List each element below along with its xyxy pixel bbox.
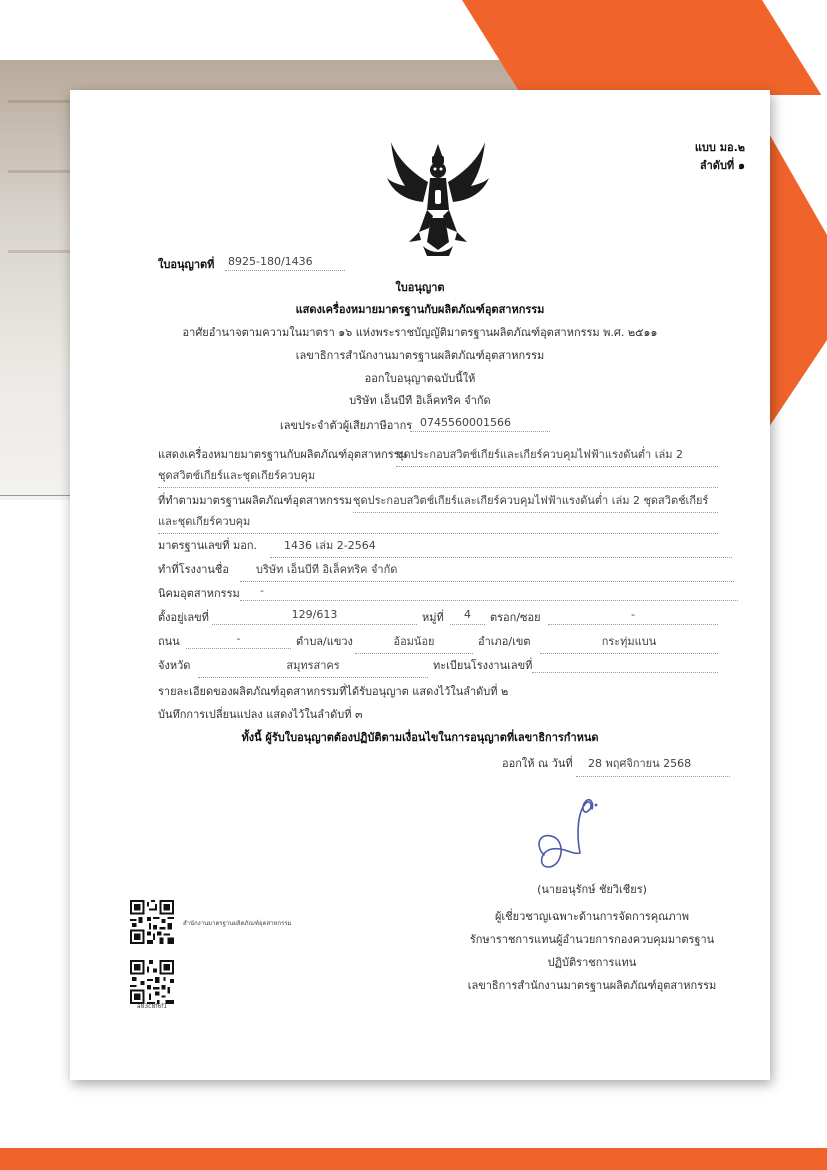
address-no-label: ตั้งอยู่เลขที่ <box>158 611 209 624</box>
tis-label: มาตรฐานเลขที่ มอก. <box>158 539 258 552</box>
changes-note: บันทึกการเปลี่ยนแปลง แสดงไว้ในลำดับที่ ๓ <box>158 708 363 721</box>
address-soi-value: - <box>548 608 718 625</box>
address-subdistrict-label: ตำบล/แขวง <box>296 635 353 648</box>
signatory-name: (นายอนุรักษ์ ชัยวิเชียร) <box>537 883 647 896</box>
signatory-title-2: รักษาราชการแทนผู้อำนวยการกองควบคุมมาตรฐาน <box>469 933 715 946</box>
address-road-label: ถนน <box>158 635 180 648</box>
product-value-line1: ชุดประกอบสวิตช์เกียร์และเกียร์ควบคุมไฟฟ้าแรงดันต่ำ เล่ม 2 <box>396 445 718 467</box>
address-district-label: อำเภอ/เขต <box>478 635 531 648</box>
issue-date-value: 28 พฤศจิกายน 2568 <box>576 754 730 777</box>
factory-label: ทำที่โรงงานชื่อ <box>158 563 230 576</box>
qr-caption: สำนักงานมาตรฐานผลิตภัณฑ์อุตสาหกรรม <box>183 920 292 927</box>
estate-label: นิคมอุตสาหกรรม <box>158 587 240 600</box>
license-number: 8925-180/1436 <box>225 255 345 271</box>
background-divider <box>0 495 72 496</box>
address-province-value: สมุทรสาคร <box>198 656 428 678</box>
standard-value-line1: ชุดประกอบสวิตช์เกียร์และเกียร์ควบคุมไฟฟ้าแรงดันต่ำ เล่ม 2 ชุดสวิตช์เกียร์ <box>353 491 718 513</box>
qr-code-icon[interactable] <box>130 960 174 1004</box>
standard-label: ที่ทำตามมาตรฐานผลิตภัณฑ์อุตสาหกรรม <box>158 494 353 507</box>
detail-note: รายละเอียดของผลิตภัณฑ์อุตสาหกรรมที่ได้รับอนุญาต แสดงไว้ในลำดับที่ ๒ <box>158 685 509 698</box>
form-order: ลำดับที่ ๑ <box>699 159 745 172</box>
address-province-label: จังหวัด <box>158 659 191 672</box>
heading-subtitle: แสดงเครื่องหมายมาตรฐานกับผลิตภัณฑ์อุตสาหกรรม <box>295 303 545 316</box>
factory-value: บริษัท เอ็นบีที อิเล็คทริค จำกัด <box>240 560 734 582</box>
qr-code-text: a83c8f6f1 <box>136 1003 168 1010</box>
condition-note: ทั้งนี้ ผู้รับใบอนุญาตต้องปฏิบัติตามเงื่อนไขในการอนุญาตที่เลขาธิการกำหนด <box>241 731 599 744</box>
orange-footer-bar <box>0 1148 827 1170</box>
orange-decor-band <box>462 0 821 95</box>
address-moo-value: 4 <box>450 608 485 625</box>
heading-issue-to: ออกใบอนุญาตฉบับนี้ให้ <box>364 372 476 385</box>
standard-value-line2: และชุดเกียร์ควบคุม <box>158 512 718 534</box>
factory-reg-label: ทะเบียนโรงงานเลขที่ <box>433 659 533 672</box>
heading-authority: อาศัยอำนาจตามความในมาตรา ๑๖ แห่งพระราชบัญญัติมาตรฐานผลิตภัณฑ์อุตสาหกรรม พ.ศ. ๒๕๑๑ <box>182 326 658 339</box>
heading-secretary: เลขาธิการสำนักงานมาตรฐานผลิตภัณฑ์อุตสาหกรรม <box>295 349 545 362</box>
address-subdistrict-value: อ้อมน้อย <box>355 632 473 654</box>
garuda-emblem-icon <box>383 138 493 260</box>
product-value-line2: ชุดสวิตช์เกียร์และชุดเกียร์ควบคุม <box>158 466 718 488</box>
issue-date-label: ออกให้ ณ วันที่ <box>502 757 573 770</box>
tis-value: 1436 เล่ม 2-2564 <box>270 536 732 558</box>
signatory-title-4: เลขาธิการสำนักงานมาตรฐานผลิตภัณฑ์อุตสาหกรรม <box>467 979 717 992</box>
address-no-value: 129/613 <box>212 608 417 625</box>
signatory-title-1: ผู้เชี่ยวชาญเฉพาะด้านการจัดการคุณภาพ <box>494 910 690 923</box>
license-label: ใบอนุญาตที่ <box>158 258 215 271</box>
qr-code-icon[interactable] <box>130 900 174 944</box>
tax-id-value: 0745560001566 <box>410 416 550 432</box>
form-code: แบบ มอ.๒ <box>694 141 745 154</box>
licensee-company: บริษัท เอ็นบีที อิเล็คทริค จำกัด <box>349 394 491 407</box>
signatory-title-3: ปฏิบัติราชการแทน <box>547 956 637 969</box>
address-soi-label: ตรอก/ซอย <box>490 611 541 624</box>
factory-reg-value <box>532 656 718 673</box>
orange-decor-shape <box>767 130 827 430</box>
tax-id-label: เลขประจำตัวผู้เสียภาษีอากร <box>280 419 413 432</box>
address-road-value: - <box>186 632 291 649</box>
signature-image <box>532 793 612 878</box>
address-moo-label: หมู่ที่ <box>422 611 444 624</box>
address-district-value: กระทุ่มแบน <box>540 632 718 654</box>
product-label: แสดงเครื่องหมายมาตรฐานกับผลิตภัณฑ์อุตสาหกรรม <box>158 448 407 461</box>
certificate-document <box>70 90 770 1080</box>
estate-value: - <box>240 584 738 601</box>
heading-title: ใบอนุญาต <box>395 281 445 294</box>
